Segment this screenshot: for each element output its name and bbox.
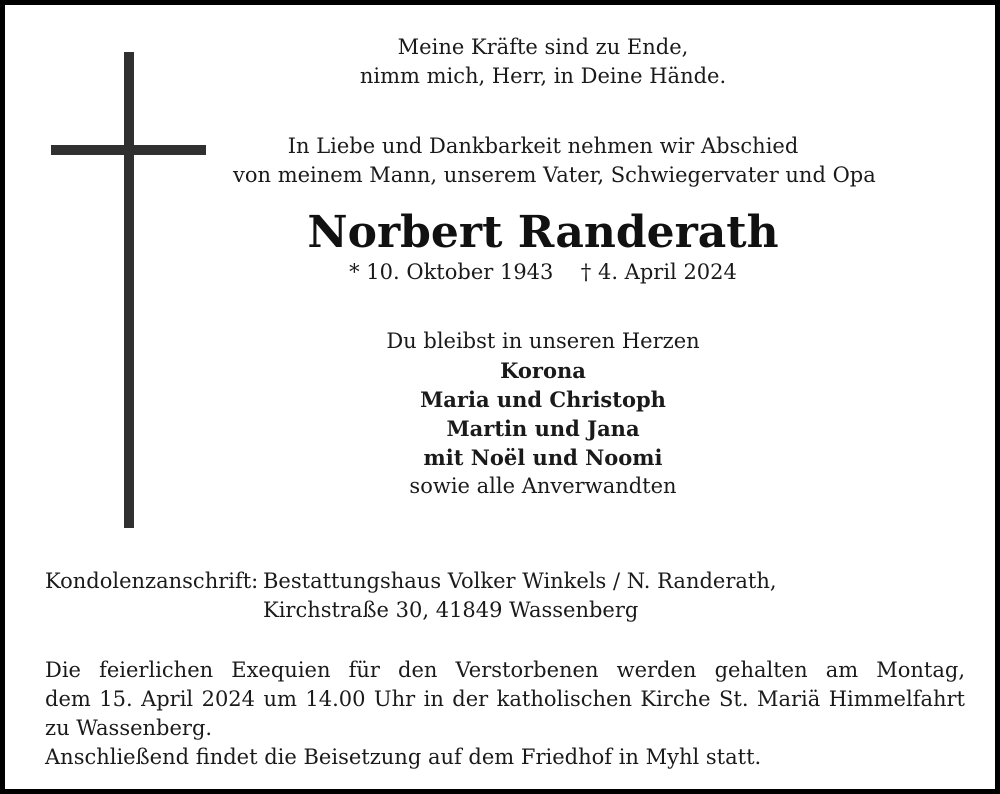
mourners-heading: Du bleibst in unseren Herzen [386,329,700,353]
verse-line: nimm mich, Herr, in Deine Hände. [359,64,727,88]
intro-line: von meinem Mann, unserem Vater, Schwiegervater und Opa [233,163,876,187]
intro-line: In Liebe und Dankbarkeit nehmen wir Abschied [287,134,799,158]
birth-date: * 10. Oktober 1943 [349,260,554,284]
verse-line: Meine Kräfte sind zu Ende, [397,35,689,59]
mourners-closing: sowie alle Anverwandten [409,474,677,498]
mourners [233,327,853,501]
life-dates [233,258,853,287]
condolence-line: Kirchstraße 30, 41849 Wassenberg [263,598,639,622]
burial-line: Anschließend findet die Beisetzung auf dem Friedhof in Myhl statt. [45,745,762,769]
funeral-info [45,656,965,772]
mourner-name: Martin und Jana [446,416,640,441]
condolence-line: Bestattungshaus Volker Winkels / N. Randerath, [263,569,777,593]
intro [233,132,876,190]
deceased-name: Norbert Randerath [307,207,779,258]
mourner-name: Maria und Christoph [420,387,666,412]
verse [233,33,853,91]
cross-vertical-bar [124,52,134,528]
condolence-label: Kondolenzanschrift: [45,569,259,593]
mourner-name: mit Noël und Noomi [423,445,663,470]
funeral-line: Die feierlichen Exequien für den Verstorbenen werden gehalten am Montag, [45,658,965,682]
death-date: † 4. April 2024 [580,260,737,284]
cross-horizontal-bar [51,145,206,155]
funeral-line: zu Wassenberg. [45,716,213,740]
mourner-name: Korona [500,358,586,383]
condolence-address [45,567,945,625]
funeral-line: dem 15. April 2024 um 14.00 Uhr in der katholischen Kirche St. Mariä Himmelfahrt [45,687,965,711]
